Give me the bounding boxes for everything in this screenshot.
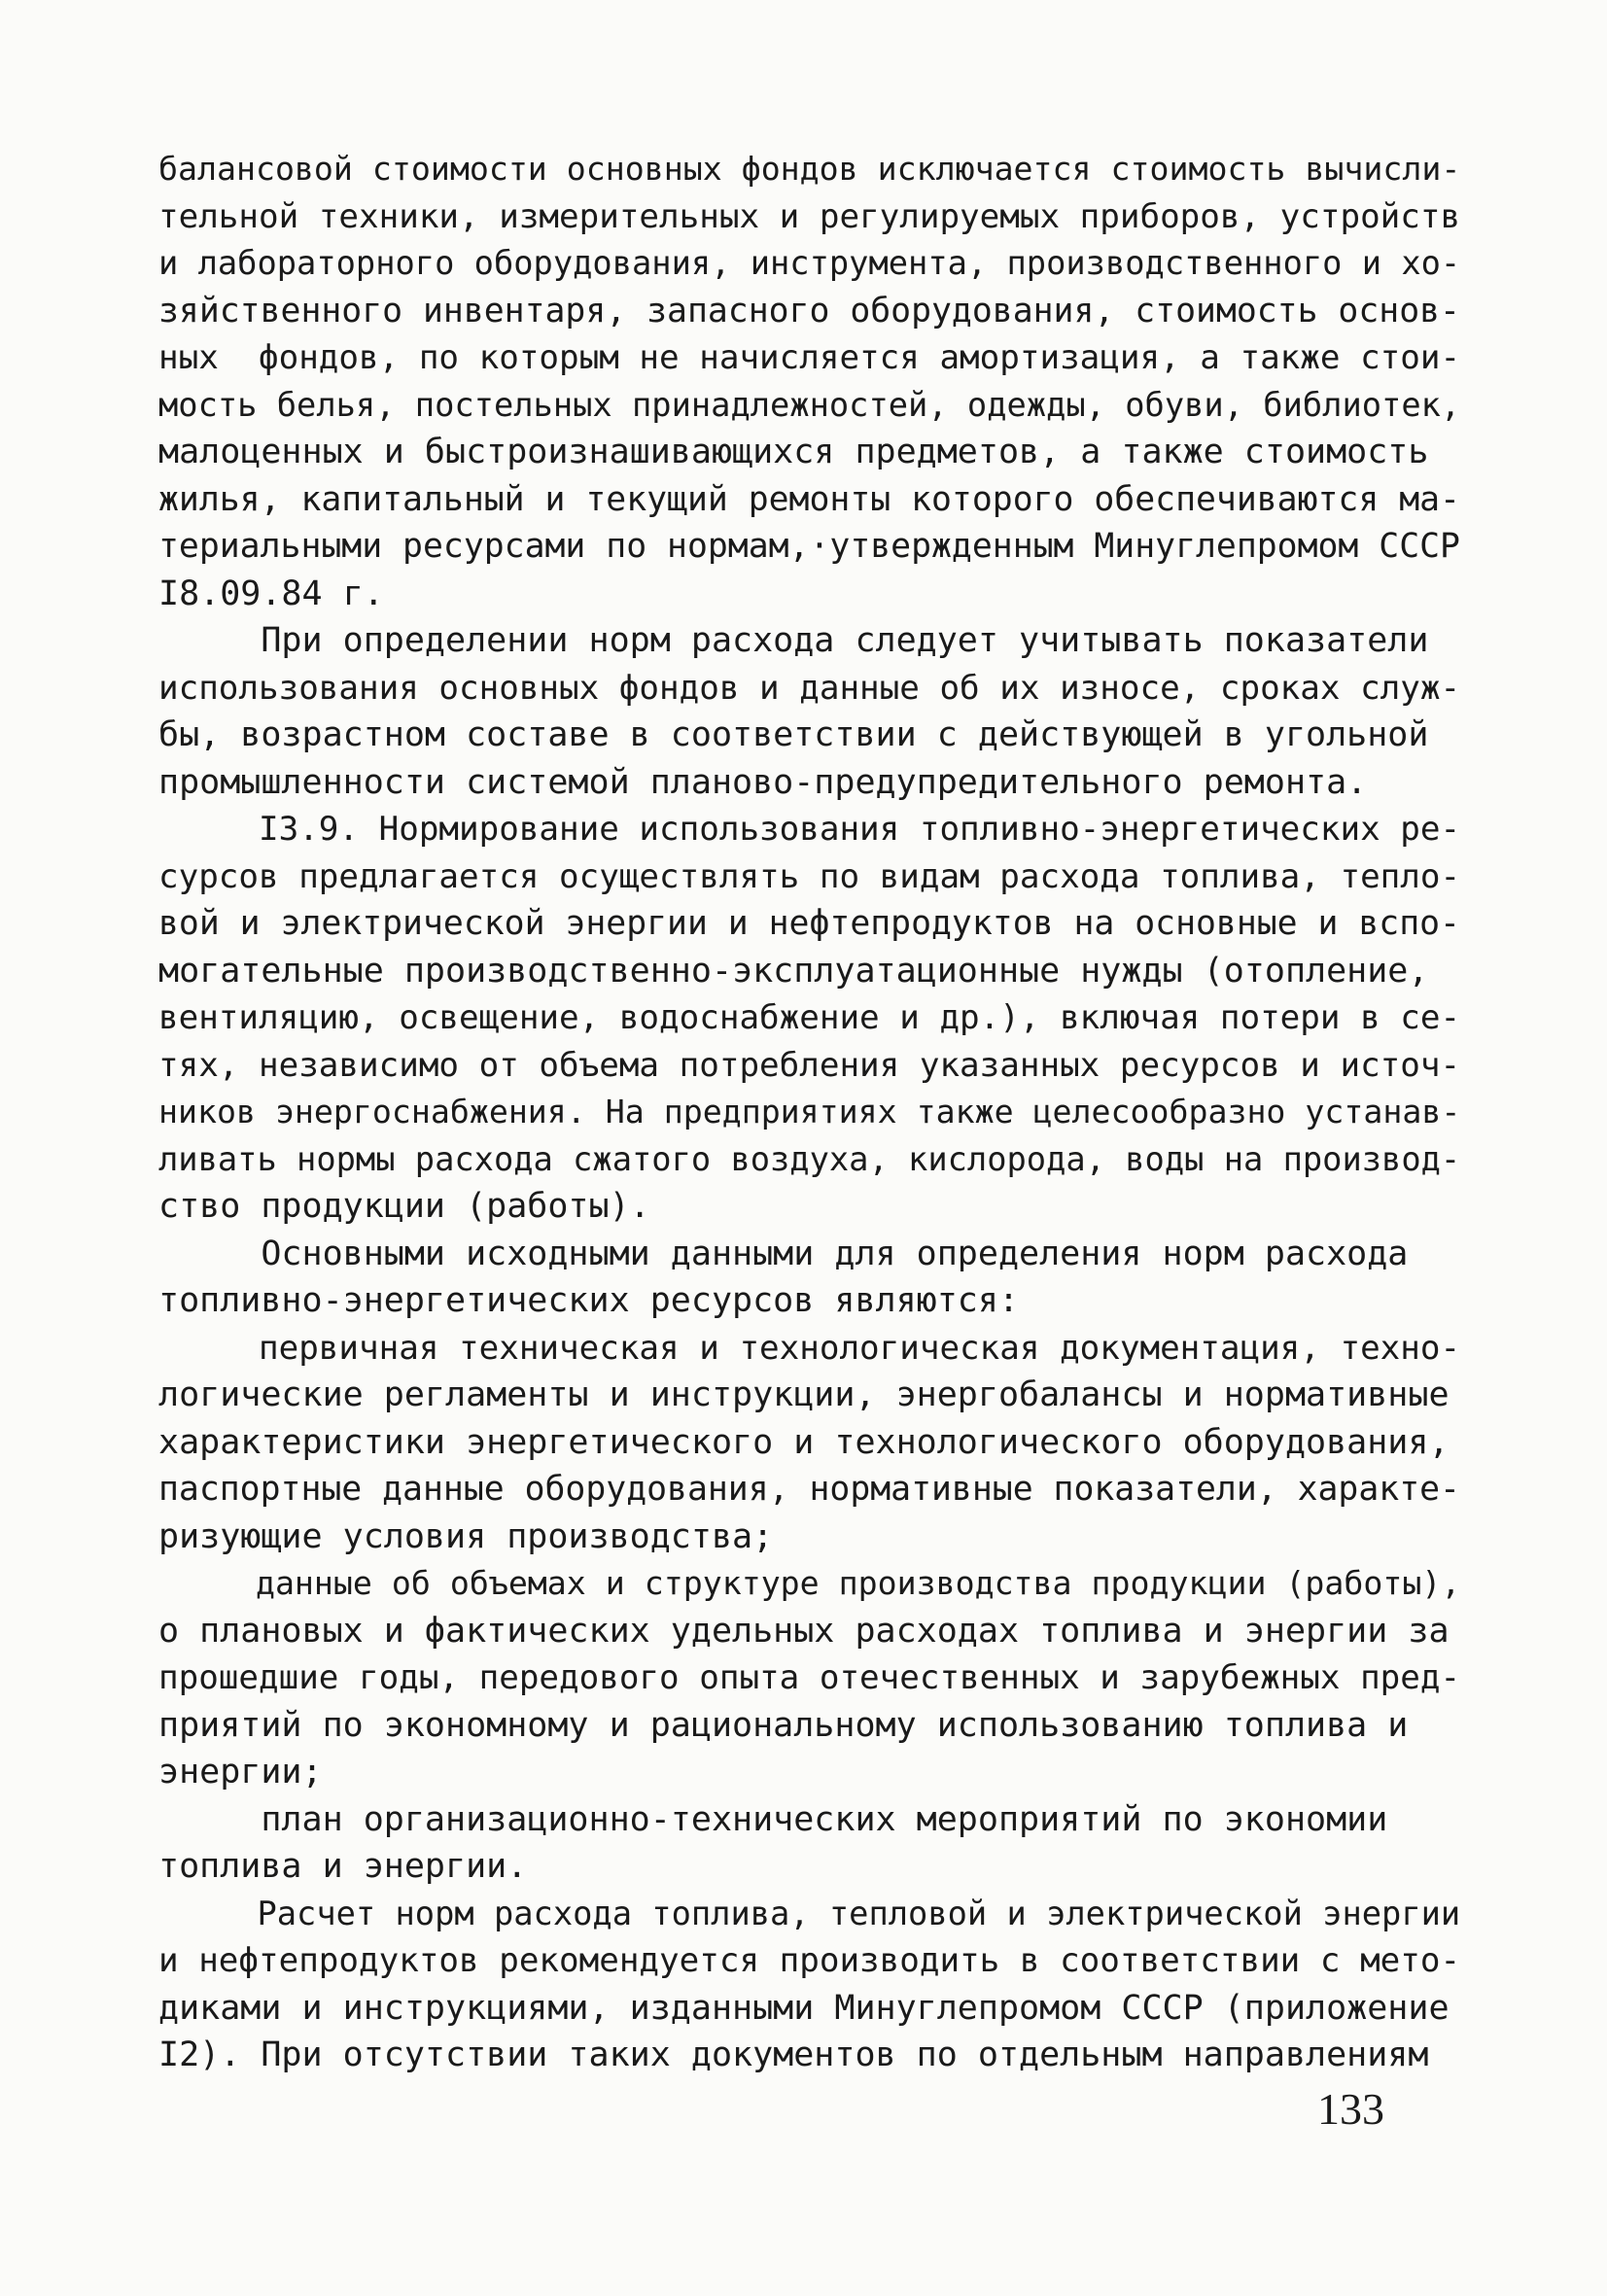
text-line: вой и электрической энергии и нефтепродуктов на основные и вспо-	[158, 904, 1460, 943]
text-line: териальными ресурсами по нормам,·утвержденным Минуглепромом СССР	[158, 527, 1460, 566]
text-line: малоценных и быстроизнашивающихся предметов, а также стоимость	[158, 433, 1429, 471]
text-line: о плановых и фактических удельных расходах топлива и энергии за	[158, 1611, 1450, 1651]
text-line: первичная техническая и технологическая документация, техно-	[158, 1328, 1461, 1368]
body-text	[158, 146, 1461, 2079]
text-line: ных фондов, по которым не начисляется амортизация, а также стои-	[158, 338, 1461, 377]
text-line: ников энергоснабжения. На предприятиях также целесообразно устанав-	[158, 1093, 1461, 1131]
text-line: Расчет норм расхода топлива, тепловой и электрической энергии	[158, 1894, 1461, 1932]
text-line: логические регламенты и инструкции, энергобалансы и нормативные	[158, 1375, 1450, 1414]
text-line: Основными исходными данными для определения норм расхода	[158, 1234, 1409, 1273]
text-line: ливать нормы расхода сжатого воздуха, кислорода, воды на производ-	[158, 1139, 1461, 1178]
text-line: паспортные данные оборудования, нормативные показатели, характе-	[158, 1470, 1460, 1509]
text-line: энергии;	[158, 1753, 323, 1792]
text-line: тельной техники, измерительных и регулируемых приборов, устройств	[158, 196, 1461, 236]
text-line: сурсов предлагается осуществлять по видам расхода топлива, тепло-	[158, 856, 1461, 896]
text-line: бы, возрастном составе в соответствии с действующей в угольной	[158, 715, 1429, 754]
text-line: мость белья, постельных принадлежностей, одежды, обуви, библиотек,	[158, 385, 1461, 424]
text-line: тях, независимо от объема потребления указанных ресурсов и источ-	[158, 1045, 1461, 1085]
text-line: вентиляцию, освещение, водоснабжение и др.), включая потери в се-	[158, 998, 1461, 1037]
text-line: зяйственного инвентаря, запасного оборудования, стоимость основ-	[158, 291, 1460, 330]
text-line: ризующие условия производства;	[158, 1516, 774, 1556]
text-line: жилья, капитальный и текущий ремонты которого обеспечиваются ма-	[158, 479, 1460, 519]
text-line: приятий по экономному и рациональному использованию топлива и	[158, 1705, 1409, 1745]
text-line: диками и инструкциями, изданными Минуглепромом СССР (приложение	[158, 1988, 1450, 2028]
text-line: и лабораторного оборудования, инструмента, производственного и хо-	[158, 244, 1461, 282]
text-line: данные об объемах и структуре производства продукции (работы),	[158, 1564, 1461, 1602]
text-line: прошедшие годы, передового опыта отечественных и зарубежных пред-	[158, 1658, 1461, 1697]
text-line: При определении норм расхода следует учитывать показатели	[158, 621, 1429, 660]
text-line: использования основных фондов и данные об их износе, сроках служ-	[158, 668, 1461, 708]
text-line: I8.09.84 г.	[158, 574, 384, 613]
text-line: могательные производственно-эксплуатационные нужды (отопление,	[158, 951, 1429, 991]
text-line: топливно-энергетических ресурсов являются:	[158, 1281, 1020, 1320]
text-line: балансовой стоимости основных фондов исключается стоимость вычисли-	[158, 150, 1461, 188]
text-line: план организационно-технических мероприятий по экономии	[158, 1799, 1388, 1839]
text-line: и нефтепродуктов рекомендуется производить в соответствии с мето-	[158, 1941, 1461, 1980]
text-line: промышленности системой планово-предупредительного ремонта.	[158, 762, 1368, 802]
text-line: топлива и энергии.	[158, 1847, 528, 1886]
text-line: I3.9. Нормирование использования топливно-энергетических ре-	[158, 810, 1461, 849]
text-line: ство продукции (работы).	[158, 1187, 650, 1226]
page-number: 133	[1317, 2084, 1384, 2134]
text-line: I2). При отсутствии таких документов по отдельным направлениям	[158, 2035, 1429, 2074]
text-line: характеристики энергетического и технологического оборудования,	[158, 1422, 1450, 1462]
